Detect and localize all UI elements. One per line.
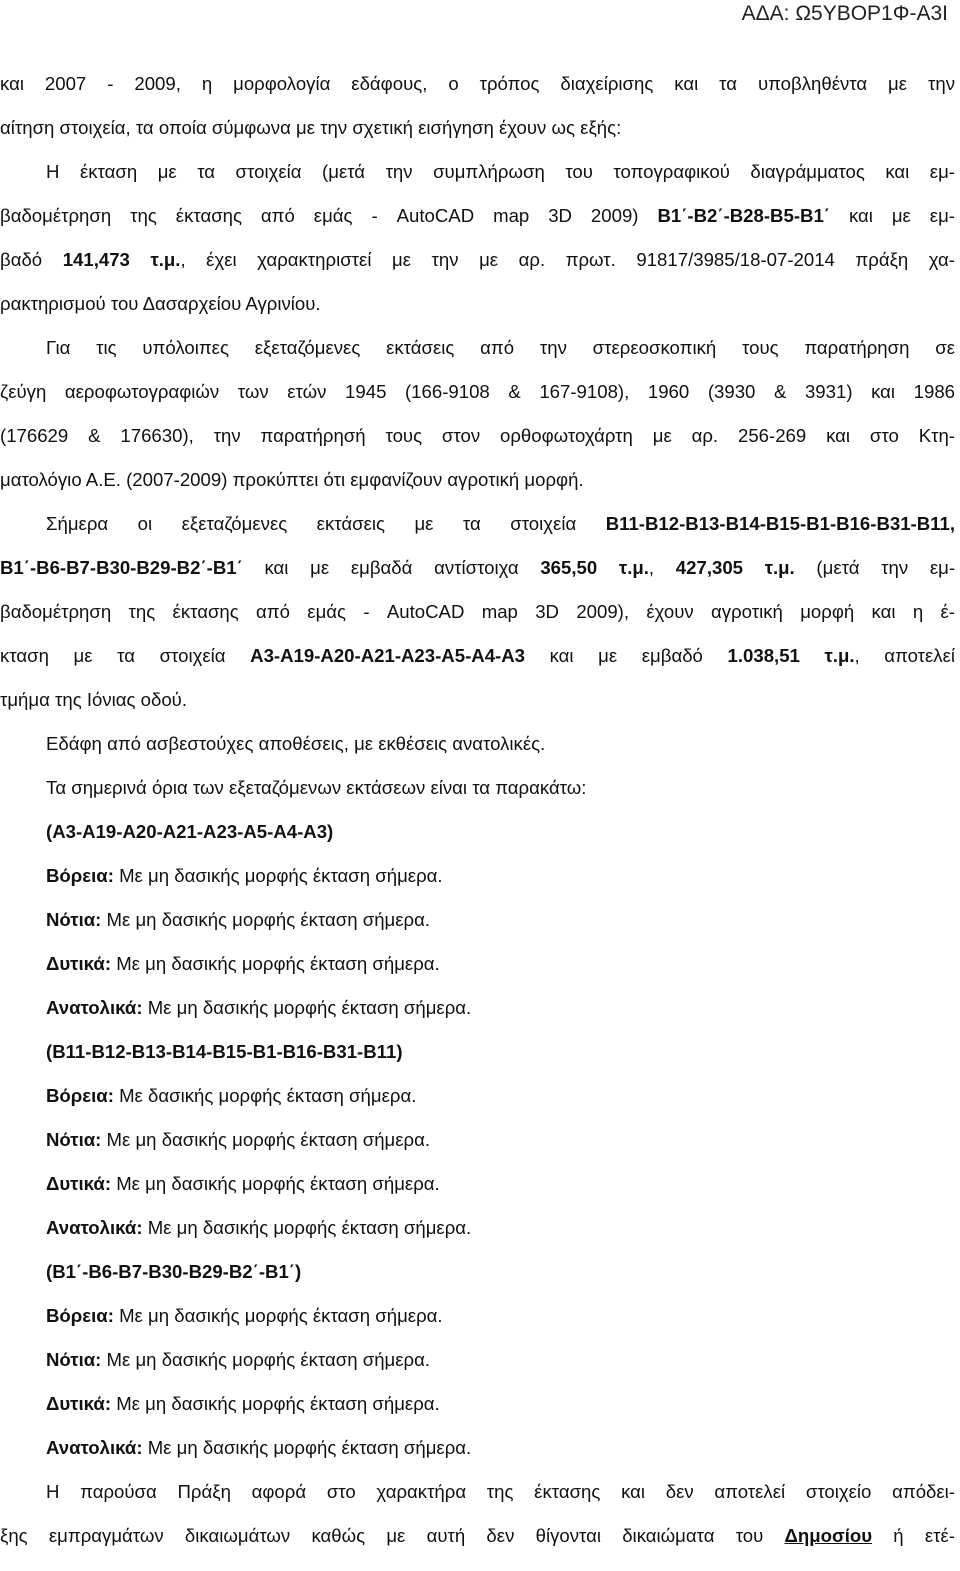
- boundary-south: Νότια: Με μη δασικής μορφής έκταση σήμερα.: [46, 1129, 431, 1150]
- paragraph-line: Η παρούσα Πράξη αφορά στο χαρακτήρα της έκτασης και δεν αποτελεί στοιχείο απόδει-: [46, 1481, 955, 1502]
- boundary-north: Βόρεια: Με δασικής μορφής έκταση σήμερα.: [46, 1085, 417, 1106]
- boundary-west: Δυτικά: Με μη δασικής μορφής έκταση σήμερα.: [46, 953, 440, 974]
- paragraph-line: Για τις υπόλοιπες εξεταζόμενες εκτάσεις από την στερεοσκοπική τους παρατήρηση σε: [46, 337, 955, 358]
- paragraph-line: τμήμα της Ιόνιας οδού.: [0, 689, 188, 710]
- boundary-east: Ανατολικά: Με μη δασικής μορφής έκταση σήμερα.: [46, 1217, 472, 1238]
- boundary-group-title: (Β11-Β12-Β13-Β14-Β15-Β1-Β16-Β31-Β11): [46, 1041, 403, 1062]
- paragraph-line: αίτηση στοιχεία, τα οποία σύμφωνα με την σχετική εισήγηση έχουν ως εξής:: [0, 117, 622, 138]
- paragraph-line: Σήμερα οι εξεταζόμενες εκτάσεις με τα στοιχεία Β11-Β12-Β13-Β14-Β15-Β1-Β16-Β31-Β11,: [46, 513, 955, 534]
- paragraph-line: και 2007 - 2009, η μορφολογία εδάφους, ο τρόπος διαχείρισης και τα υποβληθέντα με την: [0, 73, 955, 94]
- boundary-group-title: (Α3-Α19-Α20-Α21-Α23-Α5-Α4-Α3): [46, 821, 334, 842]
- paragraph-line: Η έκταση με τα στοιχεία (μετά την συμπλήρωση του τοπογραφικού διαγράμματος και εμ-: [46, 161, 955, 182]
- boundary-group-title: (Β1΄-Β6-Β7-Β30-Β29-Β2΄-Β1΄): [46, 1261, 302, 1282]
- paragraph-line: βαδομέτρηση της έκτασης από εμάς - AutoCAD map 3D 2009), έχουν αγροτική μορφή και η έ-: [0, 601, 955, 622]
- paragraph-line: ρακτηρισμού του Δασαρχείου Αγρινίου.: [0, 293, 321, 314]
- paragraph-line: Εδάφη από ασβεστούχες αποθέσεις, με εκθέσεις ανατολικές.: [46, 733, 546, 754]
- boundary-west: Δυτικά: Με μη δασικής μορφής έκταση σήμερα.: [46, 1173, 440, 1194]
- paragraph-line: βαδό 141,473 τ.μ., έχει χαρακτηριστεί με την με αρ. πρωτ. 91817/3985/18-07-2014 πράξη χα-: [0, 249, 955, 270]
- paragraph-line: ζεύγη αεροφωτογραφιών των ετών 1945 (166-9108 & 167-9108), 1960 (3930 & 3931) και 1986: [0, 381, 955, 402]
- document-body: [0, 62, 955, 1558]
- paragraph-line: ξης εμπραγμάτων δικαιωμάτων καθώς με αυτή δεν θίγονται δικαιώματα του Δημοσίου ή ετέ-: [0, 1525, 955, 1546]
- paragraph-line: κταση με τα στοιχεία Α3-Α19-Α20-Α21-Α23-Α5-Α4-Α3 και με εμβαδό 1.038,51 τ.μ., αποτελεί: [0, 645, 955, 666]
- paragraph-line: (176629 & 176630), την παρατήρησή τους στον ορθοφωτοχάρτη με αρ. 256-269 και στο Κτη-: [0, 425, 955, 446]
- boundary-west: Δυτικά: Με μη δασικής μορφής έκταση σήμερα.: [46, 1393, 440, 1414]
- boundary-south: Νότια: Με μη δασικής μορφής έκταση σήμερα.: [46, 909, 431, 930]
- boundary-south: Νότια: Με μη δασικής μορφής έκταση σήμερα.: [46, 1349, 431, 1370]
- boundary-east: Ανατολικά: Με μη δασικής μορφής έκταση σήμερα.: [46, 997, 472, 1018]
- paragraph-line: βαδομέτρηση της έκτασης από εμάς - AutoCAD map 3D 2009) Β1΄-Β2΄-Β28-Β5-Β1΄ και με εμ-: [0, 205, 955, 226]
- ada-code: ΑΔΑ: Ω5ΥΒΟΡ1Φ-Α3Ι: [741, 2, 948, 25]
- paragraph-line: ματολόγιο Α.Ε. (2007-2009) προκύπτει ότι εμφανίζουν αγροτική μορφή.: [0, 469, 584, 490]
- boundary-east: Ανατολικά: Με μη δασικής μορφής έκταση σήμερα.: [46, 1437, 472, 1458]
- paragraph-line: Β1΄-Β6-Β7-Β30-Β29-Β2΄-Β1΄ και με εμβαδά αντίστοιχα 365,50 τ.μ., 427,305 τ.μ. (μετά την εμ-: [0, 557, 955, 578]
- paragraph-line: Τα σημερινά όρια των εξεταζόμενων εκτάσεων είναι τα παρακάτω:: [46, 777, 587, 798]
- boundary-north: Βόρεια: Με μη δασικής μορφής έκταση σήμερα.: [46, 865, 443, 886]
- boundary-north: Βόρεια: Με μη δασικής μορφής έκταση σήμερα.: [46, 1305, 443, 1326]
